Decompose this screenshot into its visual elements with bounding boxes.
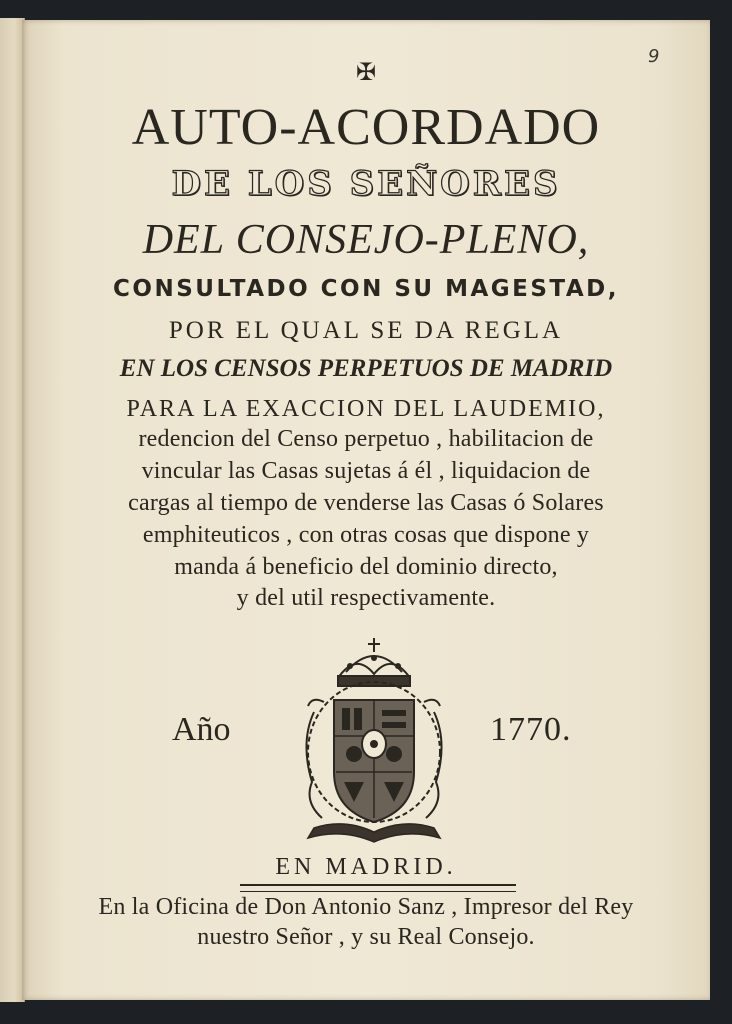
divider-rule [240,884,516,892]
body-line: manda á beneficio del dominio directo, [174,554,558,580]
imprint-line-2: nuestro Señor , y su Real Consejo. [197,924,535,950]
imprint-place: EN MADRID. [275,854,457,880]
title-line-5: POR EL QUAL SE DA REGLA [168,317,564,344]
imprint-line-1: En la Oficina de Don Antonio Sanz , Impresor del Rey [98,894,634,920]
royal-coat-of-arms-icon [294,632,454,844]
folio-number: 9 [648,46,660,67]
title-page [22,20,710,1000]
body-line: vincular las Casas sujetas á él , liquidacion de [141,458,591,484]
title-line-1: AUTO-ACORDADO [131,99,601,156]
body-line: y del util respectivamente. [236,585,496,611]
cross-ornament-icon: ✠ [355,58,377,86]
body-line: emphiteuticos , con otras cosas que dispone y [142,522,590,548]
year-value: 1770. [490,711,572,748]
title-line-3: DEL CONSEJO-PLENO, [142,217,590,263]
body-line: cargas al tiempo de venderse las Casas ó Solares [128,490,604,516]
title-line-7: PARA LA EXACCION DEL LAUDEMIO, [126,396,606,422]
body-line: redencion del Censo perpetuo , habilitacion de [138,426,594,452]
title-line-4: CONSULTADO CON SU MAGESTAD, [113,276,619,302]
year-label: Año [172,711,231,748]
title-line-6: EN LOS CENSOS PERPETUOS DE MADRID [119,355,613,382]
title-line-2: DE LOS SEÑORES [171,164,561,204]
